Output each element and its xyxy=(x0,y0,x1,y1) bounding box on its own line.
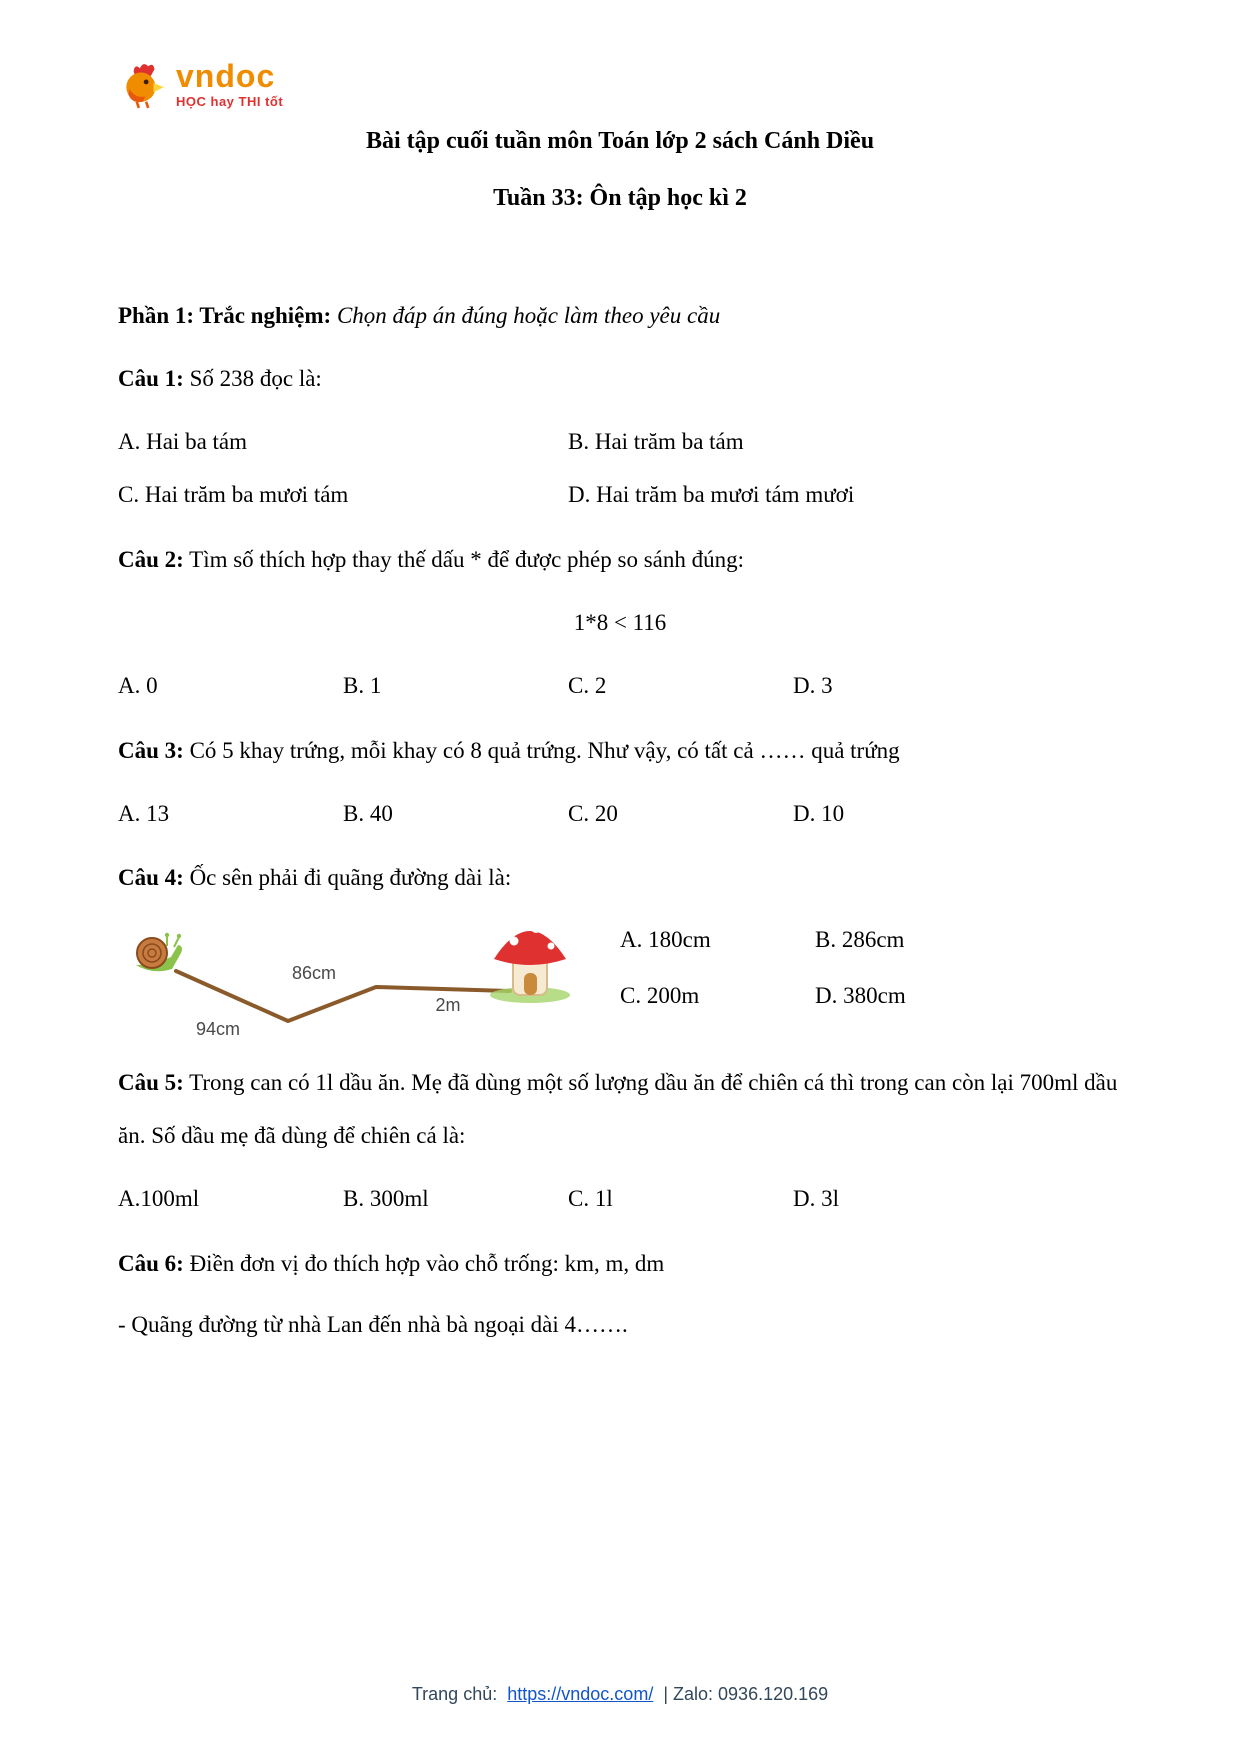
q1-option-c: C. Hai trăm ba mươi tám xyxy=(118,482,349,508)
mushroom-house-icon xyxy=(490,920,570,1003)
question-3-label: Câu 3: xyxy=(118,737,184,763)
question-4-body: Ốc sên phải đi quãng đường dài là: xyxy=(189,865,512,891)
logo-text xyxy=(176,57,284,109)
question-3-body: Có 5 khay trứng, mỗi khay có 8 quả trứng. Như vậy, có tất cả …… quả trứng xyxy=(189,737,900,763)
homepage-link[interactable]: https://vndoc.com/ xyxy=(507,1684,654,1704)
logo-tagline: HỌC hay THI tốt xyxy=(176,93,284,109)
question-3-text xyxy=(118,725,1122,778)
q3-option-d: D. 10 xyxy=(793,800,845,826)
q2-option-a: A. 0 xyxy=(118,672,158,698)
question-4-text xyxy=(118,852,1122,905)
q4-option-a: A. 180cm xyxy=(620,927,711,953)
question-1-label: Câu 1: xyxy=(118,366,184,392)
question-4-options xyxy=(620,913,906,1011)
q1-option-d: D. Hai trăm ba mươi tám mươi xyxy=(568,482,855,508)
snail-icon xyxy=(136,933,182,971)
question-5-body: Trong can có 1l dầu ăn. Mẹ đã dùng một số lượng dầu ăn để chiên cá thì trong can còn lại 700ml dầu ăn. Số dầu mẹ đã dùng để chiên cá là: xyxy=(118,1070,1118,1149)
section1-label: Phần 1: Trắc nghiệm: xyxy=(118,303,332,329)
question-1-text xyxy=(118,353,1122,406)
question-2-label: Câu 2: xyxy=(118,546,184,572)
q3-option-c: C. 20 xyxy=(568,800,618,826)
q4-option-d: D. 380cm xyxy=(815,983,906,1009)
question-4 xyxy=(118,852,1122,1041)
question-5-options xyxy=(118,1173,1122,1226)
distance-label-1: 94cm xyxy=(195,1019,241,1040)
q5-option-a: A.100ml xyxy=(118,1186,200,1212)
question-4-label: Câu 4: xyxy=(118,865,184,891)
footer-prefix: Trang chủ: xyxy=(411,1684,498,1704)
question-6-subitem: - Quãng đường từ nhà Lan đến nhà bà ngoại dài 4……. xyxy=(118,1311,628,1337)
question-5-text xyxy=(118,1057,1122,1163)
vndoc-logo xyxy=(118,58,1122,110)
question-2 xyxy=(118,534,1122,713)
question-2-body: Tìm số thích hợp thay thế dấu * để được phép so sánh đúng: xyxy=(189,546,744,572)
q5-option-b: B. 300ml xyxy=(343,1186,429,1212)
q3-option-a: A. 13 xyxy=(118,800,170,826)
distance-label-3: 2m xyxy=(435,995,461,1016)
question-5-label: Câu 5: xyxy=(118,1070,184,1096)
question-2-options xyxy=(118,660,1122,713)
q5-option-d: D. 3l xyxy=(793,1186,839,1212)
q4-option-b: B. 286cm xyxy=(815,927,905,953)
snail-path-illustration xyxy=(118,913,588,1041)
logo-brand: vndoc xyxy=(176,57,276,94)
question-6-body: Điền đơn vị đo thích hợp vào chỗ trống: km, m, dm xyxy=(189,1250,665,1276)
question-6-text xyxy=(118,1238,1122,1291)
q4-option-c: C. 200m xyxy=(620,983,700,1009)
chicken-logo-icon xyxy=(118,59,168,109)
question-1 xyxy=(118,353,1122,522)
section1-heading xyxy=(118,290,1122,343)
q2-option-c: C. 2 xyxy=(568,672,607,698)
question-6 xyxy=(118,1238,1122,1352)
question-3-options xyxy=(118,788,1122,841)
question-4-figure-row xyxy=(118,913,1122,1041)
q1-option-b: B. Hai trăm ba tám xyxy=(568,429,744,455)
q1-option-a: A. Hai ba tám xyxy=(118,429,248,455)
page-subtitle: Tuần 33: Ôn tập học kì 2 xyxy=(493,185,747,212)
question-1-options xyxy=(118,416,1122,522)
q2-option-d: D. 3 xyxy=(793,672,833,698)
page-title: Bài tập cuối tuần môn Toán lớp 2 sách Cánh Diều xyxy=(365,128,875,154)
section1-instruction: Chọn đáp án đúng hoặc làm theo yêu cầu xyxy=(336,303,721,329)
footer-suffix: | Zalo: 0936.120.169 xyxy=(663,1684,829,1704)
distance-label-2: 86cm xyxy=(291,963,337,984)
question-5 xyxy=(118,1057,1122,1226)
question-2-text xyxy=(118,534,1122,587)
q2-option-b: B. 1 xyxy=(343,672,382,698)
question-6-label: Câu 6: xyxy=(118,1250,184,1276)
q5-option-c: C. 1l xyxy=(568,1186,613,1212)
question-2-expression: 1*8 < 116 xyxy=(573,609,667,635)
question-3 xyxy=(118,725,1122,841)
question-1-body: Số 238 đọc là: xyxy=(189,366,322,392)
page-footer xyxy=(0,1684,1240,1705)
q3-option-b: B. 40 xyxy=(343,800,393,826)
